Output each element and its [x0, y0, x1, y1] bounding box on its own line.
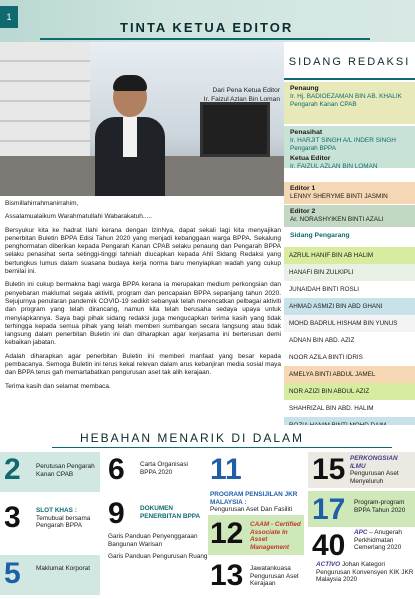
sidebar-title: SIDANG REDAKSI [288, 56, 411, 68]
editorial-sidebar [284, 42, 415, 425]
person-name: LENNY SHERYME BINTI JASMIN [290, 193, 388, 200]
highlight-item [36, 463, 96, 478]
writer-list-item: MOHD BADRUL HISHAM BIN YUNUS [284, 315, 415, 332]
chief-editor-block [284, 152, 415, 178]
item-number: 12 [210, 517, 244, 550]
item-accent: APC [354, 529, 368, 536]
highlights-rule [52, 447, 392, 448]
item-number: 15 [312, 453, 346, 486]
writer-list-item: NOOR AZILA BINTI IDRIS [284, 349, 415, 366]
item-accent: CAAM - Certified Associate In Asset Management [250, 521, 301, 551]
writer-list-item: AZRUL HANIF BIN AB HALIM [284, 247, 415, 264]
highlights-section [0, 425, 415, 599]
highlight-item [140, 461, 204, 476]
item-text-2: Johan Kategori Pengurusan Konvensyen KIK JKR Malaysia 2020 [316, 561, 414, 584]
highlight-item [210, 491, 302, 514]
highlight-item [350, 455, 412, 485]
header-rule [40, 38, 370, 40]
role-label: Ketua Editor [290, 155, 331, 162]
item-text: Maklumat Korporat [36, 565, 90, 572]
item-text: Perutusan Pengarah Kanan CPAB [36, 463, 95, 478]
item-number: 13 [210, 559, 244, 592]
highlight-item-sub [316, 561, 414, 584]
paragraph-3: Adalah diharapkan agar penerbitan Buletin ini memberi manfaat yang besar kepada pembacanya. Semoga Buletin ini terus kekal relevan dalam arus kebanjiran media sosial maya dan BPPA terus gah memartabatkan pengurusan aset tak alih kerajaan. [5, 352, 281, 377]
item-number: 11 [210, 453, 242, 486]
writer-list-item: NOR AZIZI BIN ABDUL AZIZ [284, 383, 415, 400]
item-text: Carta Organisasi BPPA 2020 [140, 461, 188, 476]
item-text-2: Garis Panduan Pengurusan Ruang [108, 553, 208, 561]
item-text: – Anugerah Perkhidmatan Cemerlang 2020 [354, 529, 402, 552]
item-number: 17 [312, 493, 346, 526]
item-text: Program-program BPPA Tahun 2020 [354, 499, 406, 514]
editor-1-block [284, 182, 415, 204]
greeting-1: Bismillahirrahmanirrahim, [5, 200, 79, 207]
item-accent: SLOT KHAS : [36, 507, 77, 514]
item-text: Temubual bersama Pengarah BPPA [36, 514, 91, 530]
writer-list-item: AHMAD ASMIZI BIN ABD GHANI [284, 298, 415, 315]
greeting-2: Assalamualaikum Warahmatullahi Wabarakatuh..... [5, 213, 152, 221]
sidebar-rule [284, 78, 415, 80]
item-number: 40 [312, 529, 346, 562]
person-title: Pengarah BPPA [290, 145, 337, 152]
writer-list-item: SHAHRIZAL BIN ABD. HALIM [284, 400, 415, 417]
item-accent: DOKUMEN PENERBITAN BPPA [140, 505, 201, 520]
highlight-item-sub [108, 533, 208, 561]
role-label: Editor 2 [290, 208, 316, 215]
item-text: Garis Panduan Penyenggaraan Bangunan Warisan [108, 533, 198, 548]
editor-2-block [284, 205, 415, 227]
paragraph-1: Bersyukur kita ke hadrat Ilahi kerana dengan IzinNya, dapat sekali lagi kita menyajikan penerbitan Buletin BPPA Edisi Tahun 2020 yang menjadi kebanggaan warga BPPA. Sekalung penghormatan diberikan kepada Pengarah Kanan CPAB selaku penaung dan Pengarah BPPA selaku penasihat serta setinggi-tinggi tahniah diucapkan kepada Ahli Sidang Redaksi yang bertungkus lumus dalam suasana budaya kerja norma baru menyiapkan wadah yang cukup bernilai ini. [5, 226, 281, 276]
writers-list [284, 247, 415, 434]
role-label: Penaung [290, 85, 319, 92]
page-number: 1 [0, 6, 18, 28]
person-name: Ir. FAIZUL AZLAN BIN LOMAN [290, 163, 378, 170]
item-number: 6 [108, 453, 125, 486]
page-header [0, 0, 415, 42]
role-label: Penasihat [290, 129, 323, 136]
highlight-item [36, 507, 98, 530]
item-number: 2 [4, 453, 21, 486]
patron-block [284, 82, 415, 124]
caption-line-2: Ir. Faizul Azlan Bin Loman [203, 96, 280, 103]
writer-list-item: AMELYA BINTI ABDUL JAMEL [284, 366, 415, 383]
role-label: Editor 1 [290, 185, 316, 192]
highlight-item [354, 499, 412, 514]
letter-body [5, 200, 281, 396]
item-number: 5 [4, 557, 21, 590]
person-name: Ar. NORASHYIKEN BINTI AZALI [290, 216, 384, 223]
person-name: Ir. HARJIT SINGH A/L INDER SINGH [290, 137, 396, 144]
person-title: Pengarah Kanan CPAB [290, 101, 357, 108]
photo-caption [152, 86, 280, 104]
highlights-title: HEBAHAN MENARIK DI DALAM [80, 431, 305, 445]
writer-list-item: JUNAIDAH BINTI ROSLI [284, 281, 415, 298]
highlight-item [354, 529, 414, 552]
writer-list-item: HANAFI BIN ZULKIPLI [284, 264, 415, 281]
writers-heading-block [284, 229, 415, 247]
role-label: Sidang Pengarang [290, 232, 350, 239]
caption-line-1: Dari Pena Ketua Editor [212, 87, 280, 94]
highlight-item [36, 565, 96, 573]
paragraph-2: Buletin ini cukup bermakna bagi warga BPPA kerana ia merupakan medium perkongsian dan penyebaran maklumat segala aktiviti, program dan pencapaian BPPA sepanjang tahun 2020. Sejujurnya penularan pandemik COVID-19 sedikit sebanyak telah merencatkan pelbagai aktiviti dan program yang telah dirancang, namun kita telah berusaha sedaya upaya untuk menyiapkannya. Saya bagi pihak sidang redaksi juga mengucapkan terima kasih yang tidak terhingga kepada semua pihak yang telah memberi sumbangan secara langsung atau tidak langsung dalam penerbitan Buletin ini dan diharapkan agar kerjasama ini berterusan demi kebaikan jabatan. [5, 281, 281, 347]
highlight-item [250, 565, 306, 588]
editor-photo [0, 42, 284, 196]
highlight-item [250, 521, 304, 551]
closing: Terima kasih dan selamat membaca. [5, 382, 111, 390]
item-accent: PROGRAM PENSIJILAN JKR MALAYSIA : [210, 491, 298, 506]
writer-list-item: ADNAN BIN ABD. AZIZ [284, 332, 415, 349]
page-title: TINTA KETUA EDITOR [120, 20, 294, 35]
highlight-item [140, 505, 206, 520]
item-accent: PERKONGSIAN ILMU [350, 455, 398, 470]
person-name: Ir. Hj. BADIOEZAMAN BIN AB. KHALIK [290, 93, 402, 100]
item-number: 3 [4, 501, 21, 534]
item-text: Pengurusan Aset Menyeluruh [350, 470, 399, 485]
item-accent-2: ACTIVO [316, 561, 341, 568]
monitor [200, 102, 270, 157]
item-number: 9 [108, 497, 125, 530]
item-text: Pengurusan Aset Dan Fasiliti [210, 506, 293, 514]
item-text: Jawatankuasa Pengurusan Aset Kerajaan [250, 565, 299, 588]
